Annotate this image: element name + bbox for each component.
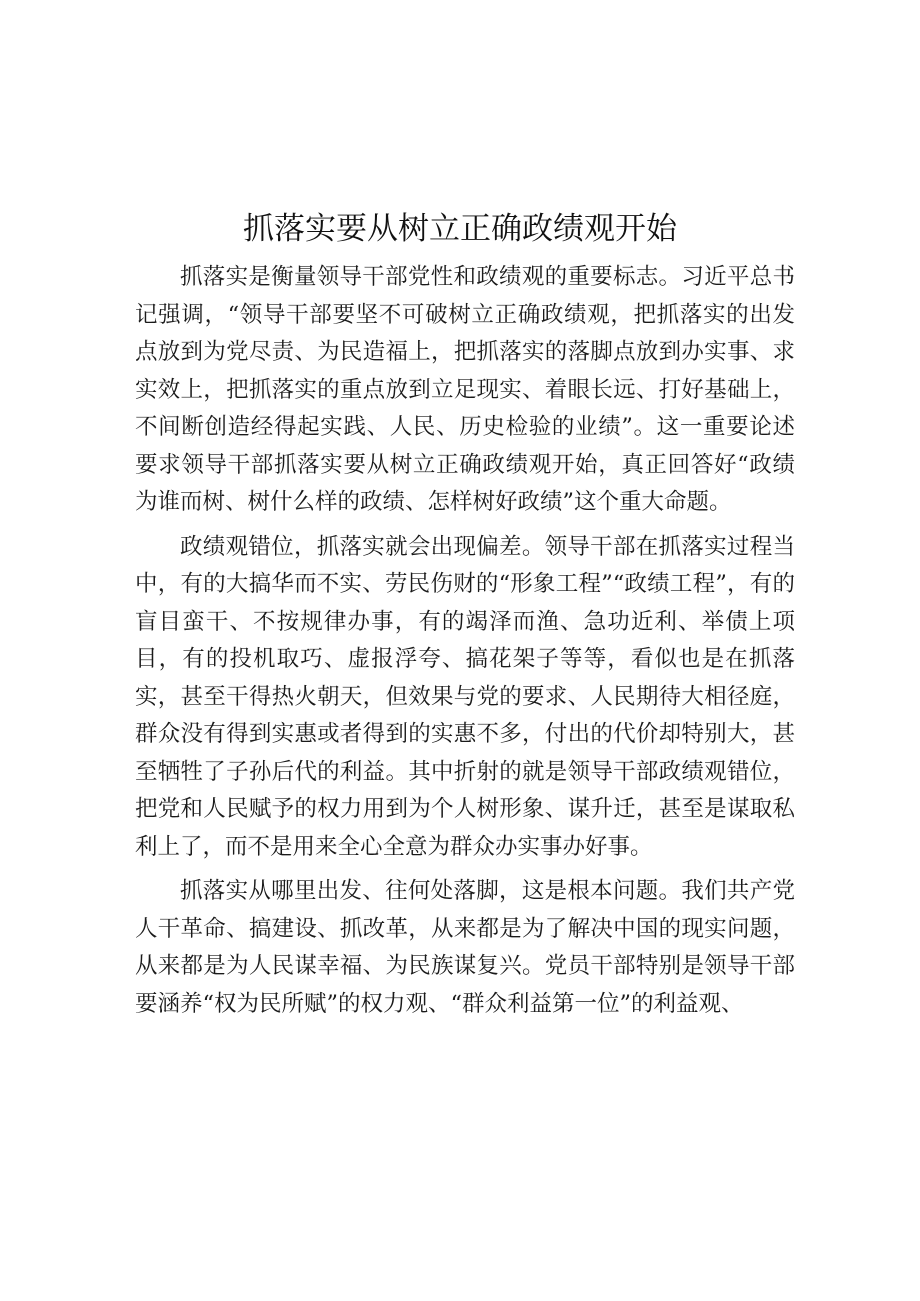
document-body xyxy=(135,259,795,1023)
document-title: 抓落实要从树立正确政绩观开始 xyxy=(243,211,677,247)
paragraph-2: 政绩观错位，抓落实就会出现偏差。领导干部在抓落实过程当中，有的大搞华而不实、劳民伤财的“形象工程”“政绩工程”，有的盲目蛮干、不按规律办事，有的竭泽而渔、急功近利、举债上项目，有的投机取巧、虚报浮夸、搞花架子等等，看似也是在抓落实，甚至干得热火朝天，但效果与党的要求、人民期待大相径庭，群众没有得到实惠或者得到的实惠不多，付出的代价却特别大，甚至牺牲了子孙后代的利益。其中折射的就是领导干部政绩观错位，把党和人民赋予的权力用到为个人树形象、谋升迁，甚至是谋取私利上了，而不是用来全心全意为群众办实事办好事。 xyxy=(135,533,795,860)
paragraph-3: 抓落实从哪里出发、往何处落脚，这是根本问题。我们共产党人干革命、搞建设、抓改革，从来都是为了解决中国的现实问题，从来都是为人民谋幸福、为民族谋复兴。党员干部特别是领导干部要涵养“权为民所赋”的权力观、“群众利益第一位”的利益观、 xyxy=(135,878,795,1017)
paragraph-1: 抓落实是衡量领导干部党性和政绩观的重要标志。习近平总书记强调，“领导干部要坚不可破树立正确政绩观，把抓落实的出发点放到为党尽责、为民造福上，把抓落实的落脚点放到办实事、求实效上，把抓落实的重点放到立足现实、着眼长远、打好基础上，不间断创造经得起实践、人民、历史检验的业绩”。这一重要论述要求领导干部抓落实要从树立正确政绩观开始，真正回答好“政绩为谁而树、树什么样的政绩、怎样树好政绩”这个重大命题。 xyxy=(135,264,795,515)
